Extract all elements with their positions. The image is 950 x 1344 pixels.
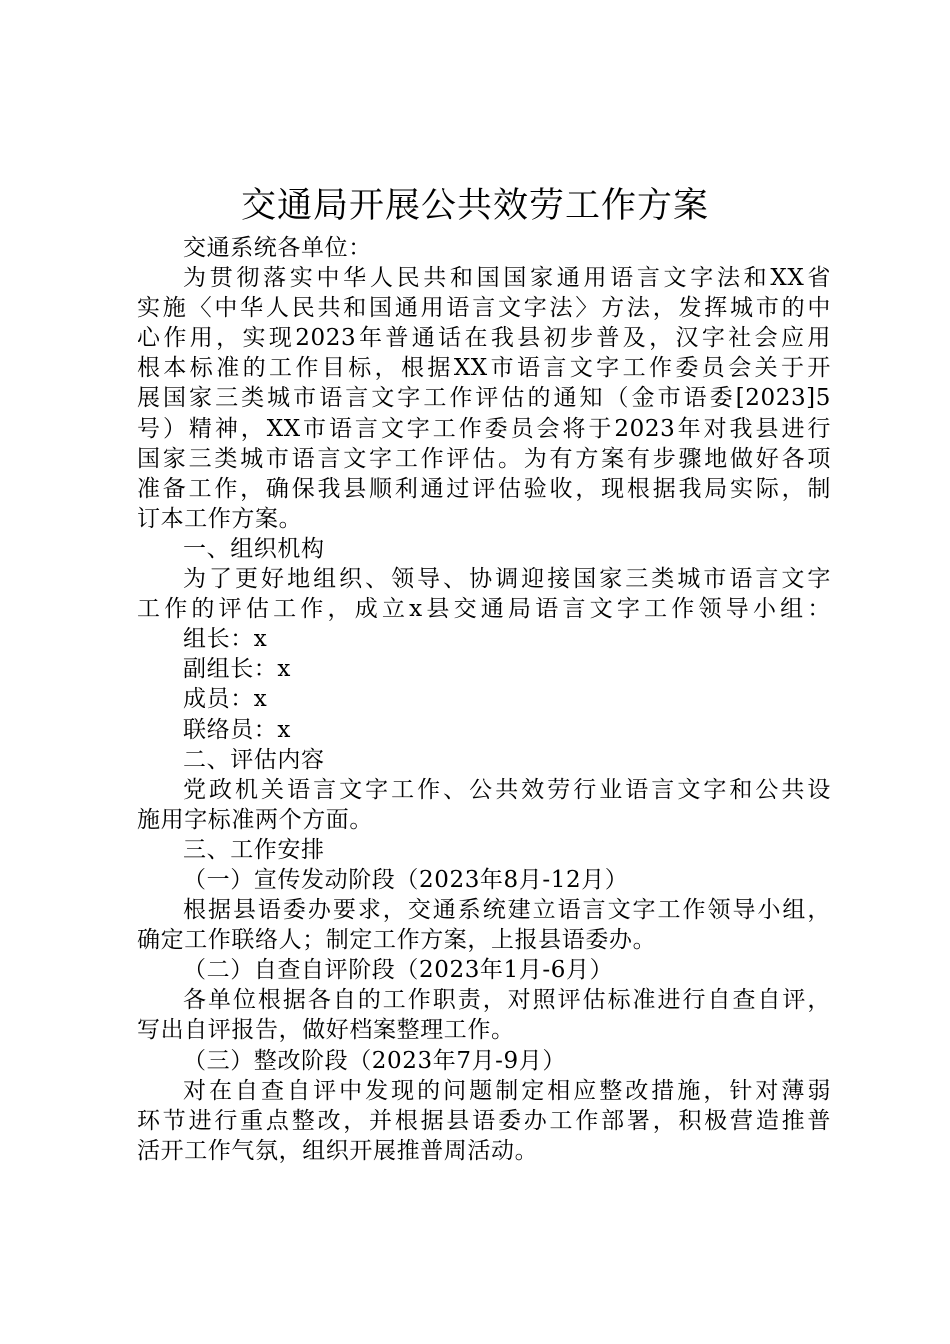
member-members: 成员：x [183,686,268,713]
intro-paragraph [137,263,831,534]
text-line: 环节进行重点整改，并根据县语委办工作部署，积极营造推普 [137,1107,831,1134]
text-line: 写出自评报告，做好档案整理工作。 [137,1017,515,1044]
section-heading-schedule: 三、工作安排 [183,836,325,863]
section-heading-evaluation: 二、评估内容 [183,746,325,773]
text-line: 确定工作联络人；制定工作方案，上报县语委办。 [137,927,657,954]
phase1-heading: （一）宣传发动阶段（2023年8月-12月） [183,866,629,893]
evaluation-paragraph [137,775,831,835]
text-line: 国家三类城市语言文字工作评估。为有方案有步骤地做好各项 [137,445,831,472]
text-line: 心作用，实现2023年普通话在我县初步普及，汉字社会应用 [137,325,831,352]
text-line: 订本工作方案。 [137,505,303,532]
phase3-paragraph [137,1076,831,1166]
text-line: 工作的评估工作，成立x县交通局语言文字工作领导小组： [137,596,831,623]
member-leader: 组长：x [183,626,268,653]
text-line: 为贯彻落实中华人民共和国国家通用语言文字法和XX省 [183,265,831,292]
phase1-paragraph [137,895,831,955]
text-line: 号）精神，XX市语言文字工作委员会将于2023年对我县进行 [137,415,831,442]
salutation: 交通系统各单位： [183,235,372,261]
text-line: 对在自查自评中发现的问题制定相应整改措施，针对薄弱 [183,1077,831,1104]
text-line: 准备工作，确保我县顺利通过评估验收，现根据我局实际，制 [137,475,831,502]
member-liaison: 联络员：x [183,716,291,743]
text-line: 根本标准的工作目标，根据XX市语言文字工作委员会关于开 [137,355,831,382]
phase2-paragraph [137,985,831,1045]
document-title: 交通局开展公共效劳工作方案 [240,186,709,226]
text-line: 为了更好地组织、领导、协调迎接国家三类城市语言文字 [183,566,831,593]
text-line: 各单位根据各自的工作职责，对照评估标准进行自查自评， [183,987,831,1014]
text-line: 施用字标准两个方面。 [137,806,373,833]
text-line: 活开工作气氛，组织开展推普周活动。 [137,1137,539,1164]
phase2-heading: （二）自查自评阶段（2023年1月-6月） [183,957,614,984]
text-line: 实施〈中华人民共和国通用语言文字法〉方法，发挥城市的中 [137,295,831,322]
text-line: 党政机关语言文字工作、公共效劳行业语言文字和公共设 [183,776,831,803]
text-line: 展国家三类城市语言文字工作评估的通知（金市语委[2023]5 [137,385,831,412]
section-heading-organization: 一、组织机构 [183,535,325,562]
phase3-heading: （三）整改阶段（2023年7月-9月） [183,1047,566,1074]
member-deputy-leader: 副组长：x [183,656,291,683]
text-line: 根据县语委办要求，交通系统建立语言文字工作领导小组， [183,897,831,924]
organization-paragraph [137,564,831,624]
document-body [137,233,831,1166]
